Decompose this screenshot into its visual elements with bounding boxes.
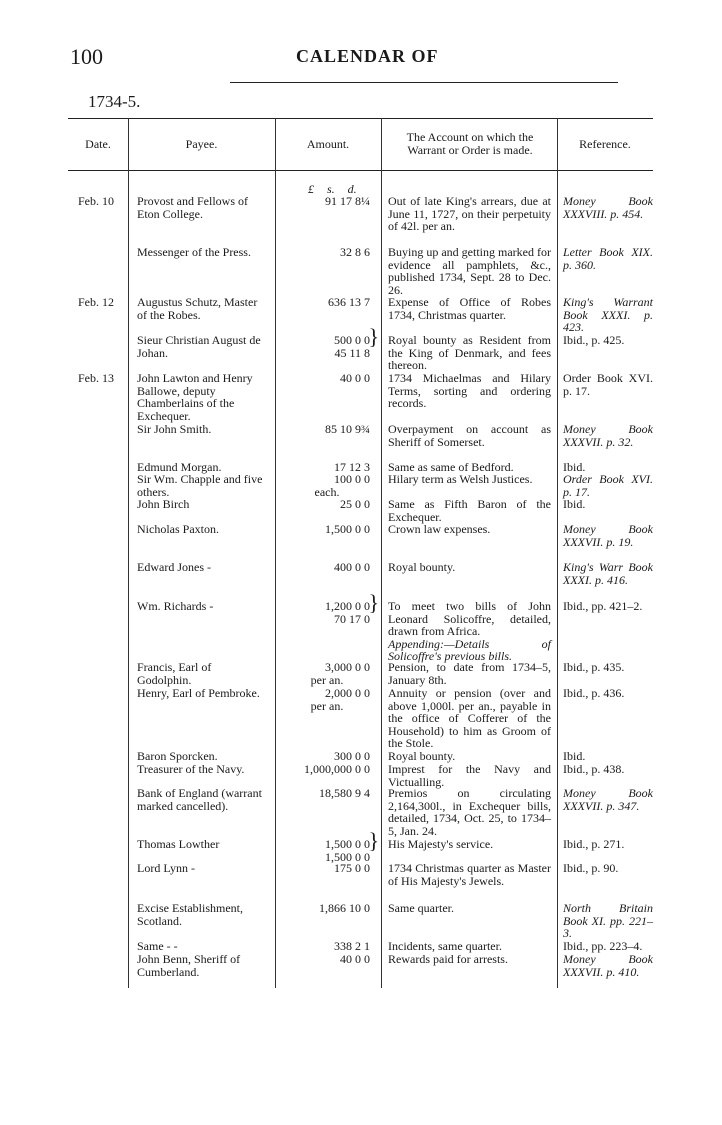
row-account bbox=[388, 953, 551, 966]
account-text: Same as Fifth Baron of the Exchequer. bbox=[388, 497, 551, 524]
amount-value: 45 11 8 bbox=[334, 345, 370, 360]
column-divider bbox=[381, 118, 382, 988]
row-account bbox=[388, 902, 551, 915]
year-label: 1734-5. bbox=[88, 92, 141, 111]
account-appending: Appending:—Details of Solicoffre's previous bills. bbox=[388, 636, 551, 663]
heading-rule bbox=[230, 82, 618, 83]
row-account bbox=[388, 246, 551, 296]
row-reference: Ibid., p. 438. bbox=[563, 762, 625, 776]
amount-value: 338 2 1 bbox=[334, 939, 370, 953]
row-amount bbox=[284, 750, 370, 763]
account-text: To meet two bills of John Leonard Solicoffre, detailed, drawn from Africa. bbox=[388, 599, 551, 638]
row-reference: Order Book XVI. p. 17. bbox=[563, 472, 653, 499]
row-amount bbox=[284, 561, 370, 574]
amount-value: 17 12 3 bbox=[334, 460, 370, 474]
amount-value: 1,500 0 0 bbox=[325, 522, 370, 536]
amount-value: 91 17 8¼ bbox=[325, 194, 370, 208]
account-text: Expense of Office of Robes 1734, Christmas quarter. bbox=[388, 295, 551, 322]
row-reference: Ibid., pp. 421–2. bbox=[563, 599, 643, 613]
column-divider bbox=[275, 118, 276, 988]
account-text: 1734 Michaelmas and Hilary Terms, sorting and ordering records. bbox=[388, 371, 551, 410]
row-reference: Ibid. bbox=[563, 497, 586, 511]
row-payee: Francis, Earl of Godolphin. bbox=[137, 660, 212, 687]
row-account bbox=[388, 372, 551, 410]
account-text: Crown law expenses. bbox=[388, 522, 491, 536]
row-reference: Money Book XXXVII. p. 347. bbox=[563, 786, 653, 813]
row-account bbox=[388, 523, 551, 536]
amount-value: 300 0 0 bbox=[334, 749, 370, 763]
amount-value: 2,000 0 0 bbox=[325, 686, 370, 700]
row-payee: Excise Establishment, Scotland. bbox=[137, 901, 243, 928]
row-payee: Nicholas Paxton. bbox=[137, 522, 219, 536]
account-text: Out of late King's arrears, due at June 11, 1727, on their perpetuity of 42l. per an. bbox=[388, 194, 551, 233]
row-amount bbox=[284, 902, 370, 915]
row-account bbox=[388, 195, 551, 233]
row-reference: North Britain Book XI. pp. 221–3. bbox=[563, 901, 653, 940]
row-reference: Ibid. bbox=[563, 460, 586, 474]
brace-mark: } bbox=[368, 590, 379, 615]
header-amount: Amount. bbox=[306, 136, 350, 151]
row-amount bbox=[284, 372, 370, 385]
row-reference: Ibid., p. 436. bbox=[563, 686, 625, 700]
row-amount bbox=[284, 324, 379, 360]
row-amount bbox=[284, 296, 370, 309]
row-account bbox=[388, 687, 551, 750]
row-account bbox=[388, 862, 551, 887]
amount-value: 40 0 0 bbox=[340, 371, 370, 385]
row-payee: Treasurer of the Navy. bbox=[137, 762, 245, 776]
header-payee: Payee. bbox=[185, 136, 218, 151]
row-account bbox=[388, 940, 551, 953]
row-amount bbox=[284, 590, 379, 626]
row-date: Feb. 12 bbox=[78, 295, 114, 309]
row-account bbox=[388, 561, 551, 574]
row-payee: Bank of England (warrant marked cancelled). bbox=[137, 786, 262, 813]
account-text: Overpayment on account as Sheriff of Somerset. bbox=[388, 422, 551, 449]
row-reference: Ibid., p. 90. bbox=[563, 861, 619, 875]
row-account bbox=[388, 296, 551, 321]
brace-mark: } bbox=[368, 828, 379, 853]
row-payee: Wm. Richards - bbox=[137, 599, 214, 613]
row-payee: Sir Wm. Chapple and five others. bbox=[137, 472, 263, 499]
amount-value: 500 0 0 bbox=[334, 333, 370, 347]
amount-value: 1,000,000 0 0 bbox=[304, 762, 370, 776]
account-text: Buying up and getting marked for evidence all pamphlets, &c., published 1734, Sept. 28 to Dec. 26. bbox=[388, 245, 551, 297]
amount-value: 70 17 0 bbox=[334, 611, 370, 626]
account-text: Rewards paid for arrests. bbox=[388, 952, 508, 966]
row-reference: Money Book XXXVIII. p. 454. bbox=[563, 194, 653, 221]
shilling-symbol: s. bbox=[327, 182, 335, 196]
row-payee: Baron Sporcken. bbox=[137, 749, 218, 763]
row-account bbox=[388, 763, 551, 788]
row-account bbox=[388, 600, 551, 663]
amount-value: each. bbox=[314, 484, 340, 499]
account-text: Annuity or pension (over and above 1,000l. per an., payable in the office of Cofferer of the Household) to him as Groom of the Stole. bbox=[388, 686, 551, 750]
account-text: Royal bounty. bbox=[388, 560, 456, 574]
row-amount bbox=[284, 473, 370, 498]
amount-value: per an. bbox=[310, 698, 344, 713]
row-amount bbox=[284, 828, 379, 864]
row-payee: Messenger of the Press. bbox=[137, 245, 251, 259]
table-header-rule bbox=[68, 170, 653, 171]
pence-symbol: d. bbox=[347, 182, 357, 196]
row-reference: Ibid., p. 271. bbox=[563, 837, 625, 851]
account-text: Same as same of Bedford. bbox=[388, 460, 514, 474]
account-text: Premios on circulating 2,164,300l., in Exchequer bills, detailed, 1734, Oct. 25, to 1734–5, Jan. 24. bbox=[388, 786, 551, 838]
row-date: Feb. 13 bbox=[78, 371, 114, 385]
amount-value: 1,500 0 0 bbox=[325, 837, 370, 851]
row-amount bbox=[284, 787, 370, 800]
pound-symbol: £ bbox=[308, 182, 314, 196]
amount-value: 100 0 0 bbox=[334, 472, 370, 486]
amount-value: 25 0 0 bbox=[340, 497, 370, 511]
row-payee: Lord Lynn - bbox=[137, 861, 195, 875]
account-text: Same quarter. bbox=[388, 901, 454, 915]
column-divider bbox=[557, 118, 558, 988]
row-account bbox=[388, 423, 551, 448]
account-text: Incidents, same quarter. bbox=[388, 939, 502, 953]
row-payee: Henry, Earl of Pembroke. bbox=[137, 686, 260, 700]
row-amount bbox=[284, 498, 370, 511]
account-text: 1734 Christmas quarter as Master of His Majesty's Jewels. bbox=[388, 861, 551, 888]
account-text: Pension, to date from 1734–5, January 8th. bbox=[388, 660, 551, 687]
row-amount bbox=[284, 661, 370, 686]
amount-value: per an. bbox=[310, 672, 344, 687]
row-payee: John Lawton and Henry Ballowe, deputy Chamberlains of the Exchequer. bbox=[137, 371, 253, 423]
row-payee: Provost and Fellows of Eton College. bbox=[137, 194, 248, 221]
amount-value: 400 0 0 bbox=[334, 560, 370, 574]
row-account bbox=[388, 787, 551, 837]
row-reference: Letter Book XIX. p. 360. bbox=[563, 245, 653, 272]
row-payee: Edward Jones - bbox=[137, 560, 211, 574]
row-payee: Same - - bbox=[137, 939, 178, 953]
account-text: Hilary term as Welsh Justices. bbox=[388, 472, 533, 486]
row-account bbox=[388, 661, 551, 686]
amount-value: 175 0 0 bbox=[334, 861, 370, 875]
amount-value: 32 8 6 bbox=[340, 245, 370, 259]
brace-mark: } bbox=[368, 324, 379, 349]
amount-value: 1,200 0 0 bbox=[325, 599, 370, 613]
amount-value: 85 10 9¾ bbox=[325, 422, 370, 436]
row-reference: Money Book XXXVII. p. 19. bbox=[563, 522, 653, 549]
row-amount bbox=[284, 862, 370, 875]
row-account bbox=[388, 473, 551, 486]
amount-value: 636 13 7 bbox=[328, 295, 370, 309]
row-payee: Sieur Christian August de Johan. bbox=[137, 333, 261, 360]
column-divider bbox=[128, 118, 129, 988]
header-reference: Reference. bbox=[579, 136, 631, 151]
header-account: The Account on which the Warrant or Order is made. bbox=[406, 130, 534, 157]
row-reference: Ibid. bbox=[563, 749, 586, 763]
row-reference: Ibid., p. 425. bbox=[563, 333, 625, 347]
row-account bbox=[388, 838, 551, 851]
row-reference: Money Book XXXVII. p. 410. bbox=[563, 952, 653, 979]
row-reference: King's Warr Book XXXI. p. 416. bbox=[563, 560, 653, 587]
row-payee: Edmund Morgan. bbox=[137, 460, 222, 474]
page-heading: CALENDAR OF bbox=[296, 46, 439, 66]
row-amount bbox=[284, 246, 370, 259]
row-account bbox=[388, 750, 551, 763]
account-text: Imprest for the Navy and Victualling. bbox=[388, 762, 551, 789]
row-reference: Money Book XXXVII. p. 32. bbox=[563, 422, 653, 449]
account-text: Royal bounty. bbox=[388, 749, 456, 763]
account-text: His Majesty's service. bbox=[388, 837, 494, 851]
amount-value: 18,580 9 4 bbox=[319, 786, 370, 800]
amount-value: 1,500 0 0 bbox=[325, 849, 370, 864]
row-amount bbox=[284, 423, 370, 436]
account-text: Royal bounty as Resident from the King of Denmark, and fees thereon. bbox=[388, 333, 551, 372]
amount-value: 3,000 0 0 bbox=[325, 660, 370, 674]
row-payee: Augustus Schutz, Master of the Robes. bbox=[137, 295, 258, 322]
row-amount bbox=[284, 195, 370, 208]
row-account bbox=[388, 498, 551, 523]
row-payee: John Birch bbox=[137, 497, 190, 511]
header-date: Date. bbox=[85, 136, 111, 151]
page-number: 100 bbox=[70, 44, 103, 69]
row-reference: Order Book XVI. p. 17. bbox=[563, 371, 653, 398]
row-reference: Ibid., p. 435. bbox=[563, 660, 625, 674]
row-amount bbox=[284, 940, 370, 953]
row-amount bbox=[284, 953, 370, 966]
row-payee: Thomas Lowther bbox=[137, 837, 220, 851]
row-reference: King's Warrant Book XXXI. p. 423. bbox=[563, 295, 653, 334]
row-date: Feb. 10 bbox=[78, 194, 114, 208]
row-account bbox=[388, 334, 551, 372]
row-amount bbox=[284, 687, 370, 712]
row-amount bbox=[284, 763, 370, 776]
row-reference: Ibid., pp. 223–4. bbox=[563, 939, 643, 953]
amount-value: 1,866 10 0 bbox=[319, 901, 370, 915]
amount-value: 40 0 0 bbox=[340, 952, 370, 966]
row-payee: Sir John Smith. bbox=[137, 422, 212, 436]
row-payee: John Benn, Sheriff of Cumberland. bbox=[137, 952, 241, 979]
row-amount bbox=[284, 523, 370, 536]
